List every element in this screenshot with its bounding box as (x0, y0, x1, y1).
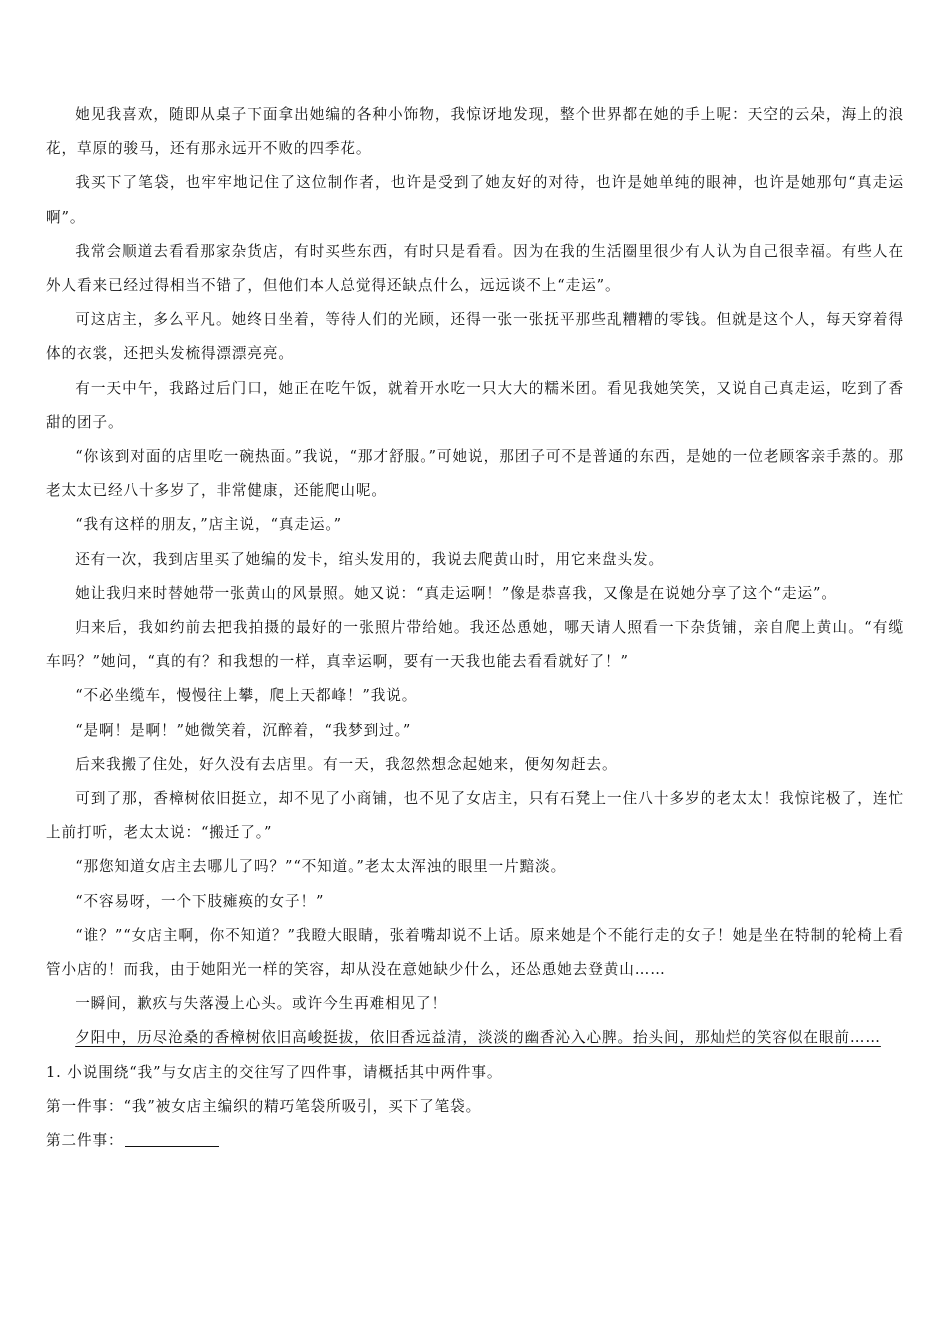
answer-line-1 (46, 1090, 904, 1124)
paragraph-underlined (46, 1021, 904, 1055)
paragraph: 有一天中午，我路过后门口，她正在吃午饭，就着开水吃一只大大的糯米团。看见我她笑笑，又说自己真走运，吃到了香甜的团子。 (46, 379, 904, 431)
answer-line-2 (46, 1124, 904, 1158)
paragraph: 我常会顺道去看看那家杂货店，有时买些东西，有时只是看看。因为在我的生活圈里很少有人认为自己很幸福。有些人在外人看来已经过得相当不错了，但他们本人总觉得还缺点什么，远远谈不上“走运”。 (46, 242, 904, 295)
paragraph: 她让我归来时替她带一张黄山的风景照。她又说：“真走运啊！”像是恭喜我，又像是在说她分享了这个“走运”。 (75, 584, 837, 602)
paragraph: “谁？”“女店主啊，你不知道？”我瞪大眼睛，张着嘴却说不上话。原来她是个不能行走的女子！她是坐在特制的轮椅上看管小店的！而我，由于她阳光一样的笑容，却从没在意她缺少什么，还怂恿她去登黄山…… (46, 926, 904, 979)
paragraph: “我有这样的朋友，”店主说，“真走运。” (75, 516, 342, 534)
question-1 (46, 1056, 904, 1090)
paragraph: “不必坐缆车，慢慢往上攀，爬上天都峰！”我说。 (75, 687, 418, 705)
first-item-answer: “我”被女店主编织的精巧笔袋所吸引，买下了笔袋。 (123, 1097, 482, 1115)
question-number: 1. (46, 1063, 62, 1081)
question-text: 小说围绕“我”与女店主的交往写了四件事，请概括其中两件事。 (67, 1063, 503, 1081)
paragraph: 还有一次，我到店里买了她编的发卡，绾头发用的，我说去爬黄山时，用它来盘头发。 (75, 550, 664, 568)
paragraph: 后来我搬了住处，好久没有去店里。有一天，我忽然想念起她来，便匆匆赶去。 (75, 755, 618, 773)
paragraph: “不容易呀，一个下肢瘫痪的女子！” (75, 892, 325, 910)
paragraph: 她见我喜欢，随即从桌子下面拿出她编的各种小饰物，我惊讶地发现，整个世界都在她的手上呢：天空的云朵，海上的浪花，草原的骏马，还有那永远开不败的四季花。 (46, 106, 904, 158)
first-item-label: 第一件事： (46, 1097, 124, 1115)
paragraph: 可到了那，香樟树依旧挺立，却不见了小商铺，也不见了女店主，只有石凳上一住八十多岁的老太太！我惊诧极了，连忙上前打听，老太太说：“搬迁了。” (46, 790, 904, 842)
paragraph: 一瞬间，歉疚与失落漫上心头。或许今生再难相见了！ (75, 995, 448, 1013)
underlined-sentence: 夕阳中，历尽沧桑的香樟树依旧高峻挺拔，依旧香远益清，淡淡的幽香沁入心脾。抬头间，那灿烂的笑容似在眼前…… (75, 1029, 881, 1047)
answer-blank[interactable] (125, 1145, 219, 1147)
article-body (46, 98, 904, 1158)
paragraph: 我买下了笔袋，也牢牢地记住了这位制作者，也许是受到了她友好的对待，也许是她单纯的眼神，也许是她那句“真走运啊”。 (46, 174, 904, 226)
paragraph: 可这店主，多么平凡。她终日坐着，等待人们的光顾，还得一张一张抚平那些乱糟糟的零钱。但就是这个人，每天穿着得体的衣裳，还把头发梳得漂漂亮亮。 (46, 311, 904, 363)
paragraph: “那您知道女店主去哪儿了吗？”“不知道。”老太太浑浊的眼里一片黯淡。 (75, 858, 567, 876)
paragraph: “是啊！是啊！”她微笑着，沉醉着，“我梦到过。” (75, 721, 412, 739)
second-item-label: 第二件事： (46, 1132, 124, 1150)
paragraph: 归来后，我如约前去把我拍摄的最好的一张照片带给她。我还怂恿她，哪天请人照看一下杂货铺，亲自爬上黄山。“有缆车吗？”她问，“真的有？和我想的一样，真幸运啊，要有一天我也能去看看就好了！” (46, 619, 904, 671)
paragraph: “你该到对面的店里吃一碗热面。”我说，“那才舒服。”可她说，那团子可不是普通的东西，是她的一位老顾客亲手蒸的。那老太太已经八十多岁了，非常健康，还能爬山呢。 (46, 448, 904, 500)
